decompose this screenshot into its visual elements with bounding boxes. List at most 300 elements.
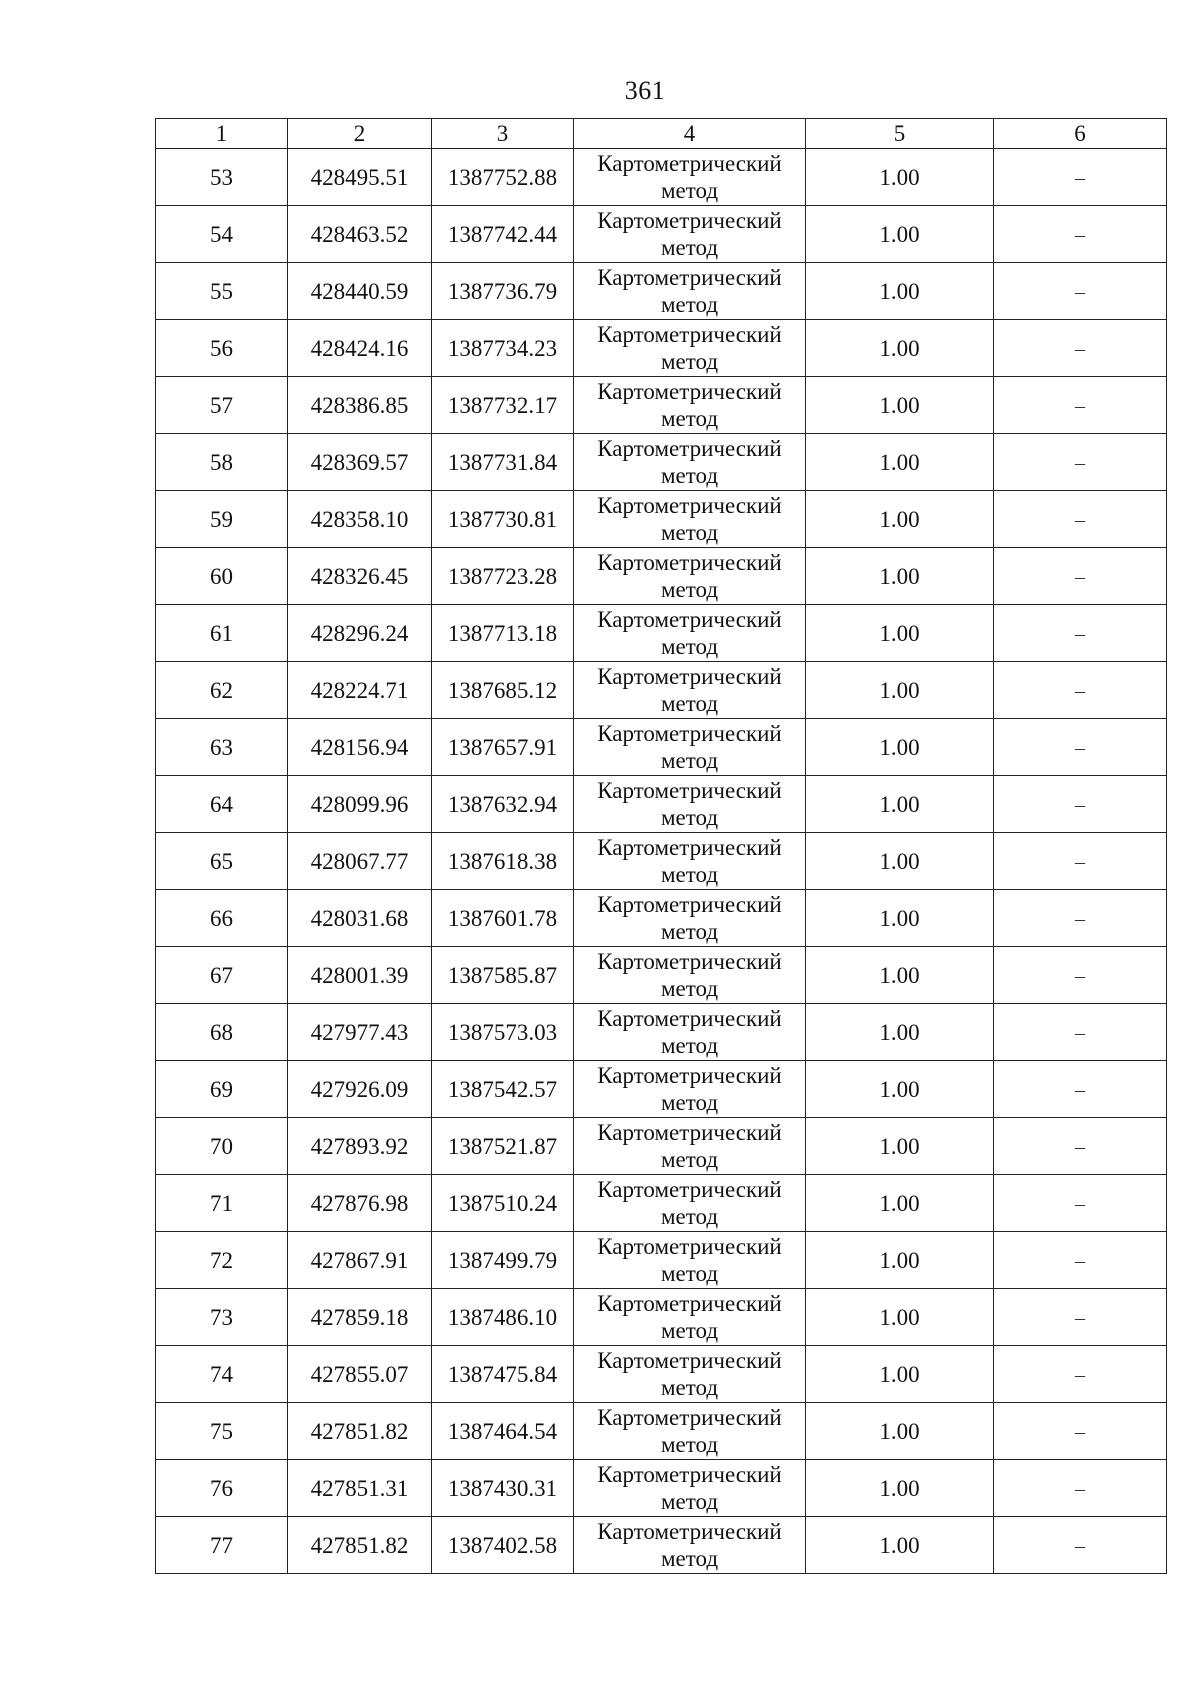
x-coordinate-cell	[288, 719, 432, 776]
note-cell	[994, 1289, 1167, 1346]
method-cell	[574, 1346, 806, 1403]
y-coordinate-cell	[432, 1061, 574, 1118]
note-cell	[994, 1346, 1167, 1403]
accuracy-cell	[806, 890, 994, 947]
method-text: Картометрический метод	[597, 664, 782, 716]
accuracy-text: 1.00	[879, 962, 920, 988]
table-row	[156, 491, 1167, 548]
method-text: Картометрический метод	[597, 379, 782, 431]
accuracy-cell	[806, 1232, 994, 1289]
method-text: Картометрический метод	[597, 208, 782, 260]
y-coordinate-cell	[432, 719, 574, 776]
x-coordinate-cell	[288, 377, 432, 434]
y-coordinate-text: 1387731.84	[447, 449, 558, 475]
x-coordinate-cell	[288, 776, 432, 833]
note-cell	[994, 662, 1167, 719]
table-row	[156, 1289, 1167, 1346]
method-cell	[574, 1175, 806, 1232]
y-coordinate-cell	[432, 1517, 574, 1574]
y-coordinate-text: 1387685.12	[447, 677, 558, 703]
y-coordinate-text: 1387430.31	[447, 1475, 558, 1501]
accuracy-cell	[806, 491, 994, 548]
y-coordinate-cell	[432, 320, 574, 377]
x-coordinate-cell	[288, 491, 432, 548]
y-coordinate-cell	[432, 491, 574, 548]
point-number-text: 54	[210, 221, 233, 247]
accuracy-text: 1.00	[879, 1019, 920, 1045]
accuracy-cell	[806, 833, 994, 890]
accuracy-text: 1.00	[879, 164, 920, 190]
x-coordinate-cell	[288, 149, 432, 206]
table-row	[156, 320, 1167, 377]
accuracy-text: 1.00	[879, 791, 920, 817]
note-text: –	[1075, 280, 1085, 303]
x-coordinate-cell	[288, 662, 432, 719]
x-coordinate-text: 428156.94	[310, 734, 409, 760]
table-row	[156, 1061, 1167, 1118]
note-cell	[994, 491, 1167, 548]
accuracy-cell	[806, 1403, 994, 1460]
y-coordinate-text: 1387742.44	[447, 221, 558, 247]
x-coordinate-text: 427855.07	[310, 1361, 409, 1387]
method-text: Картометрический метод	[597, 1234, 782, 1286]
y-coordinate-cell	[432, 434, 574, 491]
x-coordinate-text: 428440.59	[310, 278, 409, 304]
note-text: –	[1075, 1249, 1085, 1272]
method-text: Картометрический метод	[597, 1462, 782, 1514]
y-coordinate-text: 1387618.38	[447, 848, 558, 874]
method-text: Картометрический метод	[597, 550, 782, 602]
x-coordinate-text: 428495.51	[310, 164, 409, 190]
note-cell	[994, 1232, 1167, 1289]
method-text: Картометрический метод	[597, 892, 782, 944]
note-text: –	[1075, 907, 1085, 930]
y-coordinate-text: 1387585.87	[447, 962, 558, 988]
accuracy-text: 1.00	[879, 677, 920, 703]
y-coordinate-cell	[432, 1346, 574, 1403]
table-row	[156, 263, 1167, 320]
table-row	[156, 1175, 1167, 1232]
x-coordinate-text: 428031.68	[310, 905, 409, 931]
accuracy-text: 1.00	[879, 449, 920, 475]
table-row	[156, 1460, 1167, 1517]
x-coordinate-cell	[288, 947, 432, 1004]
point-number-cell	[156, 1460, 288, 1517]
method-text: Картометрический метод	[597, 322, 782, 374]
y-coordinate-text: 1387732.17	[447, 392, 558, 418]
x-coordinate-cell	[288, 1118, 432, 1175]
accuracy-cell	[806, 1061, 994, 1118]
point-number-cell	[156, 890, 288, 947]
note-text: –	[1075, 223, 1085, 246]
y-coordinate-cell	[432, 662, 574, 719]
column-header-5: 5	[806, 119, 994, 149]
accuracy-text: 1.00	[879, 1076, 920, 1102]
accuracy-cell	[806, 149, 994, 206]
point-number-cell	[156, 1289, 288, 1346]
point-number-cell	[156, 1118, 288, 1175]
table-row	[156, 206, 1167, 263]
point-number-text: 65	[210, 848, 233, 874]
method-cell	[574, 605, 806, 662]
x-coordinate-text: 427851.82	[310, 1532, 409, 1558]
note-cell	[994, 833, 1167, 890]
x-coordinate-text: 427926.09	[310, 1076, 409, 1102]
method-cell	[574, 1004, 806, 1061]
x-coordinate-text: 427859.18	[310, 1304, 409, 1330]
x-coordinate-cell	[288, 890, 432, 947]
x-coordinate-text: 428067.77	[310, 848, 409, 874]
table-row	[156, 947, 1167, 1004]
method-cell	[574, 1403, 806, 1460]
note-cell	[994, 1061, 1167, 1118]
note-cell	[994, 947, 1167, 1004]
x-coordinate-cell	[288, 605, 432, 662]
x-coordinate-text: 427893.92	[310, 1133, 409, 1159]
note-cell	[994, 1004, 1167, 1061]
note-text: –	[1075, 1420, 1085, 1443]
note-text: –	[1075, 565, 1085, 588]
note-text: –	[1075, 451, 1085, 474]
x-coordinate-text: 428369.57	[310, 449, 409, 475]
accuracy-cell	[806, 434, 994, 491]
method-cell	[574, 1118, 806, 1175]
point-number-text: 58	[210, 449, 233, 475]
y-coordinate-cell	[432, 1460, 574, 1517]
x-coordinate-text: 428001.39	[310, 962, 409, 988]
x-coordinate-cell	[288, 1289, 432, 1346]
x-coordinate-cell	[288, 1061, 432, 1118]
accuracy-text: 1.00	[879, 848, 920, 874]
method-text: Картометрический метод	[597, 1348, 782, 1400]
table-row	[156, 1403, 1167, 1460]
point-number-cell	[156, 1175, 288, 1232]
point-number-text: 75	[210, 1418, 233, 1444]
note-cell	[994, 377, 1167, 434]
y-coordinate-cell	[432, 1175, 574, 1232]
x-coordinate-cell	[288, 263, 432, 320]
method-cell	[574, 548, 806, 605]
note-text: –	[1075, 1534, 1085, 1557]
point-number-cell	[156, 605, 288, 662]
x-coordinate-cell	[288, 1403, 432, 1460]
note-text: –	[1075, 1363, 1085, 1386]
method-cell	[574, 263, 806, 320]
point-number-text: 59	[210, 506, 233, 532]
method-cell	[574, 833, 806, 890]
method-text: Картометрический метод	[597, 949, 782, 1001]
method-text: Картометрический метод	[597, 1120, 782, 1172]
point-number-text: 61	[210, 620, 233, 646]
column-header-1: 1	[156, 119, 288, 149]
x-coordinate-text: 427851.82	[310, 1418, 409, 1444]
note-text: –	[1075, 166, 1085, 189]
method-text: Картометрический метод	[597, 1006, 782, 1058]
point-number-text: 62	[210, 677, 233, 703]
x-coordinate-cell	[288, 833, 432, 890]
note-cell	[994, 1517, 1167, 1574]
accuracy-cell	[806, 605, 994, 662]
note-cell	[994, 1175, 1167, 1232]
point-number-text: 67	[210, 962, 233, 988]
point-number-cell	[156, 434, 288, 491]
table-row	[156, 377, 1167, 434]
method-cell	[574, 1061, 806, 1118]
x-coordinate-text: 428424.16	[310, 335, 409, 361]
point-number-cell	[156, 1061, 288, 1118]
method-text: Картометрический метод	[597, 436, 782, 488]
method-cell	[574, 719, 806, 776]
y-coordinate-cell	[432, 1004, 574, 1061]
method-text: Картометрический метод	[597, 1405, 782, 1457]
method-cell	[574, 377, 806, 434]
y-coordinate-text: 1387632.94	[447, 791, 558, 817]
point-number-cell	[156, 719, 288, 776]
note-cell	[994, 548, 1167, 605]
table-row	[156, 548, 1167, 605]
accuracy-text: 1.00	[879, 620, 920, 646]
note-text: –	[1075, 1135, 1085, 1158]
point-number-cell	[156, 1403, 288, 1460]
point-number-text: 66	[210, 905, 233, 931]
point-number-text: 53	[210, 164, 233, 190]
note-text: –	[1075, 1477, 1085, 1500]
x-coordinate-cell	[288, 434, 432, 491]
accuracy-text: 1.00	[879, 506, 920, 532]
x-coordinate-text: 428358.10	[310, 506, 409, 532]
table-row	[156, 1346, 1167, 1403]
y-coordinate-cell	[432, 548, 574, 605]
accuracy-text: 1.00	[879, 1133, 920, 1159]
method-text: Картометрический метод	[597, 1519, 782, 1571]
x-coordinate-text: 427977.43	[310, 1019, 409, 1045]
x-coordinate-text: 428463.52	[310, 221, 409, 247]
point-number-cell	[156, 548, 288, 605]
point-number-text: 60	[210, 563, 233, 589]
table-row	[156, 1517, 1167, 1574]
point-number-cell	[156, 206, 288, 263]
y-coordinate-text: 1387730.81	[447, 506, 558, 532]
accuracy-cell	[806, 1346, 994, 1403]
method-text: Картометрический метод	[597, 835, 782, 887]
accuracy-text: 1.00	[879, 221, 920, 247]
y-coordinate-cell	[432, 947, 574, 1004]
accuracy-cell	[806, 263, 994, 320]
accuracy-text: 1.00	[879, 392, 920, 418]
note-text: –	[1075, 964, 1085, 987]
table-row	[156, 149, 1167, 206]
table-row	[156, 1118, 1167, 1175]
note-cell	[994, 605, 1167, 662]
note-cell	[994, 263, 1167, 320]
accuracy-cell	[806, 1118, 994, 1175]
x-coordinate-cell	[288, 1175, 432, 1232]
note-text: –	[1075, 679, 1085, 702]
point-number-text: 68	[210, 1019, 233, 1045]
table-header-row	[156, 119, 1167, 149]
accuracy-cell	[806, 776, 994, 833]
column-header-3: 3	[432, 119, 574, 149]
accuracy-cell	[806, 1517, 994, 1574]
point-number-text: 63	[210, 734, 233, 760]
y-coordinate-cell	[432, 1403, 574, 1460]
note-text: –	[1075, 508, 1085, 531]
y-coordinate-cell	[432, 776, 574, 833]
point-number-cell	[156, 1004, 288, 1061]
y-coordinate-text: 1387475.84	[447, 1361, 558, 1387]
method-cell	[574, 149, 806, 206]
y-coordinate-text: 1387464.54	[447, 1418, 558, 1444]
note-cell	[994, 719, 1167, 776]
accuracy-cell	[806, 1004, 994, 1061]
method-text: Картометрический метод	[597, 1177, 782, 1229]
note-cell	[994, 149, 1167, 206]
method-cell	[574, 1517, 806, 1574]
x-coordinate-cell	[288, 1232, 432, 1289]
accuracy-cell	[806, 947, 994, 1004]
accuracy-cell	[806, 1460, 994, 1517]
x-coordinate-text: 427876.98	[310, 1190, 409, 1216]
point-number-text: 73	[210, 1304, 233, 1330]
column-header-6: 6	[994, 119, 1167, 149]
note-text: –	[1075, 1078, 1085, 1101]
x-coordinate-text: 428386.85	[310, 392, 409, 418]
point-number-cell	[156, 377, 288, 434]
point-number-text: 57	[210, 392, 233, 418]
table-row	[156, 662, 1167, 719]
method-cell	[574, 776, 806, 833]
table-row	[156, 434, 1167, 491]
method-cell	[574, 662, 806, 719]
y-coordinate-text: 1387734.23	[447, 335, 558, 361]
table-row	[156, 890, 1167, 947]
method-text: Картометрический метод	[597, 1063, 782, 1115]
x-coordinate-text: 428224.71	[310, 677, 409, 703]
y-coordinate-text: 1387499.79	[447, 1247, 558, 1273]
method-cell	[574, 890, 806, 947]
point-number-text: 71	[210, 1190, 233, 1216]
x-coordinate-text: 428296.24	[310, 620, 409, 646]
y-coordinate-cell	[432, 890, 574, 947]
y-coordinate-text: 1387521.87	[447, 1133, 558, 1159]
point-number-text: 70	[210, 1133, 233, 1159]
y-coordinate-cell	[432, 833, 574, 890]
y-coordinate-cell	[432, 1289, 574, 1346]
column-header-4: 4	[574, 119, 806, 149]
table-row	[156, 719, 1167, 776]
x-coordinate-text: 427867.91	[310, 1247, 409, 1273]
y-coordinate-text: 1387402.58	[447, 1532, 558, 1558]
point-number-cell	[156, 1517, 288, 1574]
y-coordinate-cell	[432, 1118, 574, 1175]
point-number-text: 55	[210, 278, 233, 304]
coordinates-table	[155, 118, 1167, 1574]
point-number-text: 74	[210, 1361, 233, 1387]
note-text: –	[1075, 850, 1085, 873]
accuracy-text: 1.00	[879, 905, 920, 931]
method-text: Картометрический метод	[597, 1291, 782, 1343]
accuracy-cell	[806, 206, 994, 263]
accuracy-cell	[806, 719, 994, 776]
point-number-cell	[156, 263, 288, 320]
method-text: Картометрический метод	[597, 607, 782, 659]
accuracy-text: 1.00	[879, 563, 920, 589]
accuracy-cell	[806, 548, 994, 605]
note-cell	[994, 434, 1167, 491]
x-coordinate-text: 428326.45	[310, 563, 409, 589]
accuracy-cell	[806, 1175, 994, 1232]
y-coordinate-cell	[432, 149, 574, 206]
point-number-cell	[156, 491, 288, 548]
y-coordinate-cell	[432, 377, 574, 434]
y-coordinate-text: 1387486.10	[447, 1304, 558, 1330]
method-text: Картометрический метод	[597, 265, 782, 317]
accuracy-text: 1.00	[879, 335, 920, 361]
note-cell	[994, 776, 1167, 833]
accuracy-text: 1.00	[879, 1304, 920, 1330]
method-cell	[574, 1232, 806, 1289]
y-coordinate-cell	[432, 206, 574, 263]
table-row	[156, 833, 1167, 890]
method-text: Картометрический метод	[597, 151, 782, 203]
accuracy-text: 1.00	[879, 1247, 920, 1273]
method-cell	[574, 491, 806, 548]
note-text: –	[1075, 1192, 1085, 1215]
y-coordinate-text: 1387542.57	[447, 1076, 558, 1102]
y-coordinate-cell	[432, 263, 574, 320]
accuracy-text: 1.00	[879, 1475, 920, 1501]
accuracy-text: 1.00	[879, 1418, 920, 1444]
table-row	[156, 776, 1167, 833]
note-cell	[994, 1118, 1167, 1175]
point-number-cell	[156, 320, 288, 377]
x-coordinate-cell	[288, 548, 432, 605]
accuracy-text: 1.00	[879, 278, 920, 304]
note-text: –	[1075, 793, 1085, 816]
x-coordinate-text: 427851.31	[310, 1475, 409, 1501]
x-coordinate-cell	[288, 1346, 432, 1403]
note-cell	[994, 1403, 1167, 1460]
note-text: –	[1075, 394, 1085, 417]
y-coordinate-text: 1387657.91	[447, 734, 558, 760]
y-coordinate-text: 1387713.18	[447, 620, 558, 646]
accuracy-text: 1.00	[879, 1532, 920, 1558]
y-coordinate-text: 1387736.79	[447, 278, 558, 304]
method-cell	[574, 947, 806, 1004]
y-coordinate-cell	[432, 1232, 574, 1289]
x-coordinate-cell	[288, 320, 432, 377]
point-number-cell	[156, 776, 288, 833]
method-text: Картометрический метод	[597, 493, 782, 545]
method-cell	[574, 1460, 806, 1517]
point-number-cell	[156, 1232, 288, 1289]
method-text: Картометрический метод	[597, 721, 782, 773]
accuracy-text: 1.00	[879, 1190, 920, 1216]
page-number: 361	[624, 76, 666, 105]
x-coordinate-text: 428099.96	[310, 791, 409, 817]
y-coordinate-cell	[432, 605, 574, 662]
point-number-text: 56	[210, 335, 233, 361]
note-cell	[994, 1460, 1167, 1517]
x-coordinate-cell	[288, 1460, 432, 1517]
accuracy-cell	[806, 377, 994, 434]
point-number-text: 77	[210, 1532, 233, 1558]
accuracy-cell	[806, 662, 994, 719]
x-coordinate-cell	[288, 1517, 432, 1574]
note-text: –	[1075, 736, 1085, 759]
point-number-cell	[156, 662, 288, 719]
point-number-cell	[156, 833, 288, 890]
